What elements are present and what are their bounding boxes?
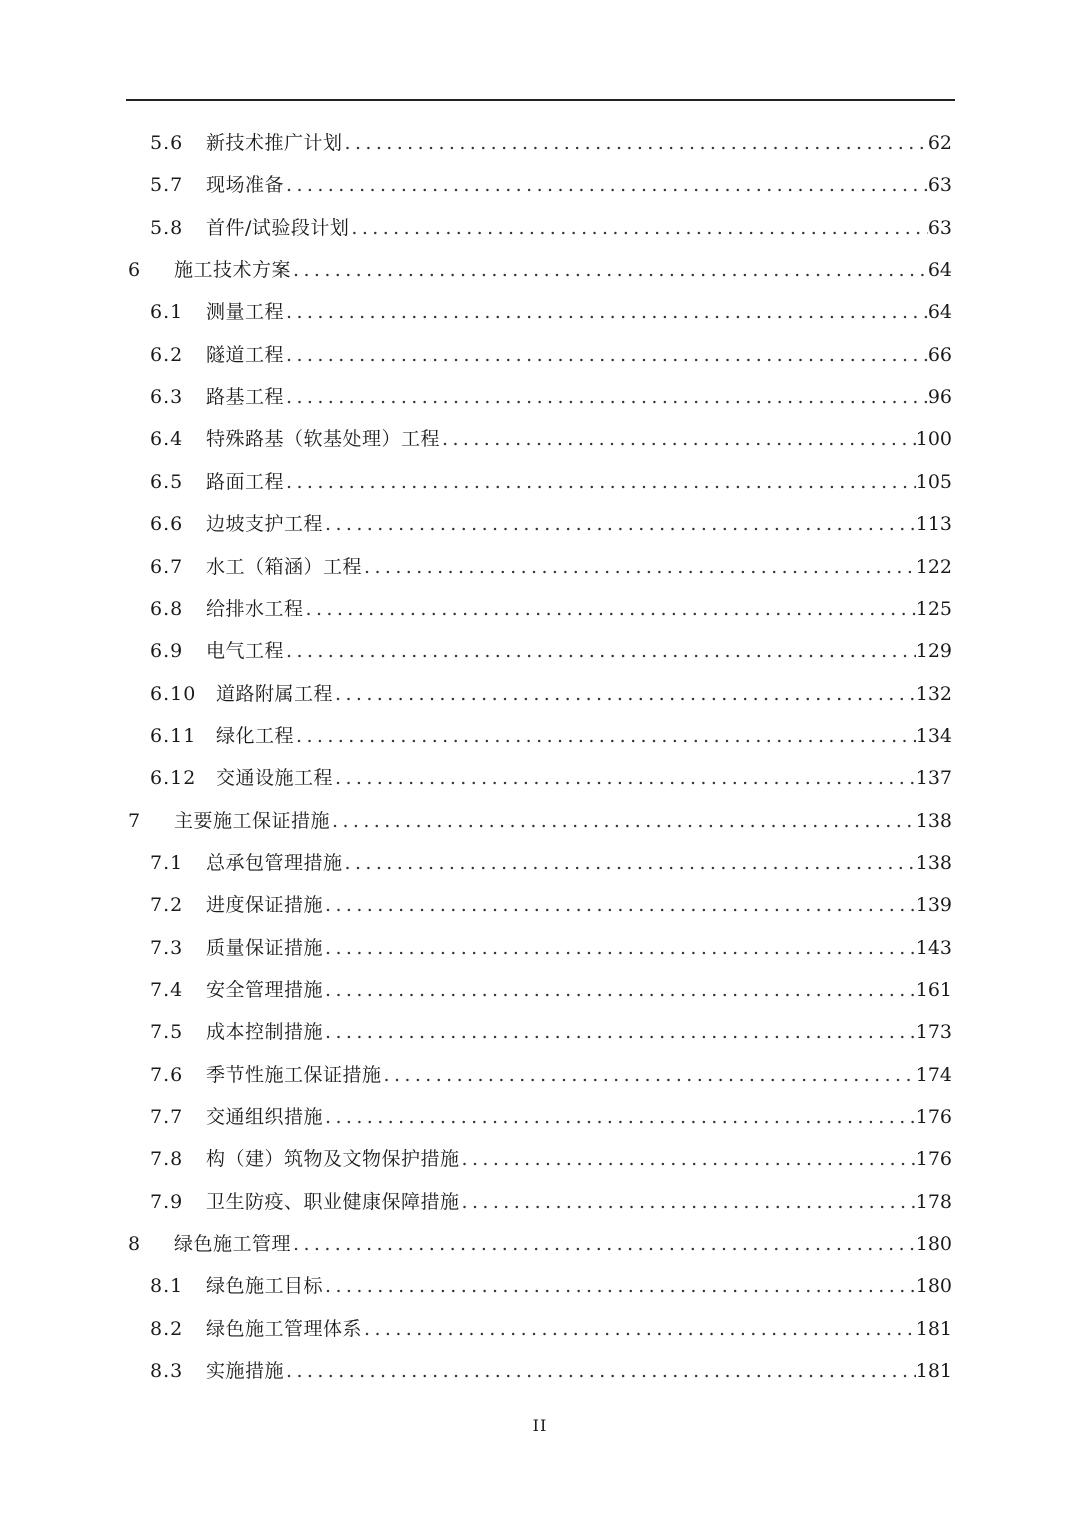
toc-entry[interactable] bbox=[150, 1308, 952, 1350]
toc-entry-page: 105 bbox=[915, 470, 952, 493]
toc-entry-title: 构（建）筑物及文物保护措施 bbox=[206, 1148, 460, 1171]
toc-entry-number: 6.7 bbox=[150, 555, 184, 578]
toc-entry-number: 8.3 bbox=[150, 1360, 184, 1383]
toc-entry-title: 成本控制措施 bbox=[206, 1021, 324, 1044]
toc-entry-page: 64 bbox=[927, 259, 952, 282]
toc-dot-leader bbox=[294, 715, 916, 757]
toc-entry[interactable] bbox=[150, 122, 952, 164]
toc-entry-page: 113 bbox=[915, 513, 952, 536]
toc-entry-title: 新技术推广计划 bbox=[206, 132, 343, 154]
toc-dot-leader bbox=[323, 884, 916, 926]
toc-entry[interactable] bbox=[150, 418, 952, 460]
toc-entry-page: 176 bbox=[915, 1106, 952, 1129]
toc-entry-title: 现场准备 bbox=[206, 174, 285, 197]
toc-entry-number: 7.6 bbox=[150, 1063, 184, 1086]
toc-entry-title: 隧道工程 bbox=[206, 343, 285, 366]
toc-entry-page: 178 bbox=[915, 1190, 952, 1213]
toc-dot-leader bbox=[330, 800, 916, 842]
toc-entry-title: 给排水工程 bbox=[206, 597, 304, 620]
toc-entry-page: 132 bbox=[915, 682, 952, 705]
toc-entry-number: 6.1 bbox=[150, 301, 184, 324]
toc-entry-number: 7.1 bbox=[150, 851, 184, 874]
toc-entry[interactable] bbox=[150, 588, 952, 630]
toc-dot-leader bbox=[284, 291, 928, 333]
toc-dot-leader bbox=[284, 334, 928, 376]
toc-entry-title: 绿色施工管理 bbox=[174, 1233, 292, 1256]
toc-dot-leader bbox=[291, 1223, 916, 1265]
toc-entry-number: 7.8 bbox=[150, 1148, 184, 1171]
toc-dot-leader bbox=[284, 461, 916, 503]
toc-entry-number: 6.11 bbox=[150, 724, 197, 747]
toc-entry-title: 特殊路基（软基处理）工程 bbox=[206, 428, 441, 451]
toc-entry-page: 173 bbox=[915, 1021, 952, 1044]
toc-entry-title: 水工（箱涵）工程 bbox=[206, 555, 363, 578]
toc-entry-page: 180 bbox=[915, 1275, 952, 1298]
toc-dot-leader bbox=[382, 1054, 916, 1096]
toc-dot-leader bbox=[284, 630, 916, 672]
toc-entry[interactable] bbox=[150, 630, 952, 672]
header-rule bbox=[126, 99, 955, 101]
toc-entry-page: 64 bbox=[927, 301, 952, 324]
toc-entry-page: 181 bbox=[915, 1317, 952, 1340]
toc-dot-leader bbox=[460, 1181, 916, 1223]
toc-entry-number: 8.1 bbox=[150, 1275, 184, 1298]
toc-entry-page: 63 bbox=[927, 216, 952, 239]
toc-dot-leader bbox=[323, 503, 916, 545]
toc-entry[interactable] bbox=[150, 461, 952, 503]
toc-entry-title: 绿化工程 bbox=[216, 724, 295, 747]
toc-entry-number: 6.9 bbox=[150, 640, 184, 663]
toc-entry-page: 174 bbox=[915, 1063, 952, 1086]
toc-entry-number: 6.10 bbox=[150, 682, 197, 705]
toc-entry[interactable] bbox=[150, 334, 952, 376]
toc-dot-leader bbox=[323, 1265, 916, 1307]
toc-entry-number: 7.5 bbox=[150, 1021, 184, 1044]
toc-entry[interactable] bbox=[150, 842, 952, 884]
toc-entry[interactable] bbox=[150, 715, 952, 757]
toc-entry[interactable] bbox=[150, 1350, 952, 1392]
toc-entry-number: 6.4 bbox=[150, 428, 184, 451]
toc-entry[interactable] bbox=[150, 291, 952, 333]
toc-dot-leader bbox=[284, 376, 928, 418]
toc-dot-leader bbox=[304, 588, 916, 630]
toc-entry-page: 176 bbox=[915, 1148, 952, 1171]
toc-entry-number: 6.2 bbox=[150, 343, 184, 366]
toc-dot-leader bbox=[323, 969, 916, 1011]
toc-dot-leader bbox=[362, 1308, 916, 1350]
toc-entry-number: 7 bbox=[128, 809, 142, 832]
toc-entry-title: 质量保证措施 bbox=[206, 936, 324, 959]
toc-entry-number: 6.12 bbox=[150, 767, 197, 790]
toc-entry-title: 电气工程 bbox=[206, 640, 285, 663]
toc-entry-page: 66 bbox=[927, 343, 952, 366]
toc-entry[interactable] bbox=[150, 969, 952, 1011]
toc-entry-page: 143 bbox=[915, 936, 952, 959]
toc-dot-leader bbox=[291, 249, 928, 291]
toc-entry-number: 6.5 bbox=[150, 470, 184, 493]
toc-entry-number: 5.6 bbox=[150, 132, 184, 154]
toc-entry-title: 卫生防疫、职业健康保障措施 bbox=[206, 1190, 460, 1213]
toc-entry-title: 季节性施工保证措施 bbox=[206, 1063, 382, 1086]
toc-dot-leader bbox=[343, 842, 916, 884]
toc-dot-leader bbox=[323, 927, 916, 969]
toc-entry-title: 道路附属工程 bbox=[216, 682, 334, 705]
toc-entry-number: 8 bbox=[128, 1233, 142, 1256]
toc-entry[interactable] bbox=[150, 1181, 952, 1223]
toc-entry[interactable] bbox=[150, 376, 952, 418]
toc-entry-number: 8.2 bbox=[150, 1317, 184, 1340]
toc-entry[interactable] bbox=[128, 800, 952, 842]
toc-entry-number: 7.7 bbox=[150, 1106, 184, 1129]
toc-entry-title: 施工技术方案 bbox=[174, 259, 292, 282]
toc-entry-title: 交通组织措施 bbox=[206, 1106, 324, 1129]
toc-entry-page: 100 bbox=[915, 428, 952, 451]
toc-dot-leader bbox=[284, 164, 928, 206]
toc-dot-leader bbox=[440, 418, 916, 460]
toc-dot-leader bbox=[343, 122, 928, 164]
toc-entry-page: 122 bbox=[915, 555, 952, 578]
toc-entry[interactable] bbox=[150, 1011, 952, 1053]
toc-entry-page: 125 bbox=[915, 597, 952, 620]
toc-entry-page: 129 bbox=[915, 640, 952, 663]
toc-entry-page: 139 bbox=[915, 894, 952, 917]
toc-entry-page: 161 bbox=[915, 979, 952, 1001]
toc-entry-page: 137 bbox=[915, 767, 952, 790]
toc-entry-title: 交通设施工程 bbox=[216, 767, 334, 790]
toc-entry-number: 7.3 bbox=[150, 936, 184, 959]
toc-entry-page: 180 bbox=[915, 1233, 952, 1256]
toc-entry-page: 138 bbox=[915, 809, 952, 832]
toc-dot-leader bbox=[284, 1350, 916, 1392]
toc-entry-title: 绿色施工目标 bbox=[206, 1275, 324, 1298]
toc-entry-title: 测量工程 bbox=[206, 301, 285, 324]
toc-entry[interactable] bbox=[128, 249, 952, 291]
toc-entry-page: 181 bbox=[915, 1360, 952, 1383]
toc-entry-page: 96 bbox=[927, 386, 952, 409]
toc-entry[interactable] bbox=[150, 1096, 952, 1138]
toc-entry-number: 6.6 bbox=[150, 513, 184, 536]
toc-entry-title: 首件/试验段计划 bbox=[206, 216, 350, 239]
toc-dot-leader bbox=[323, 1011, 916, 1053]
toc-entry-title: 路面工程 bbox=[206, 470, 285, 493]
toc-dot-leader bbox=[333, 673, 916, 715]
toc-entry-title: 边坡支护工程 bbox=[206, 513, 324, 536]
toc-entry-page: 138 bbox=[915, 851, 952, 874]
toc-entry-number: 7.2 bbox=[150, 894, 184, 917]
toc-entry-page: 63 bbox=[927, 174, 952, 197]
toc-entry-title: 安全管理措施 bbox=[206, 979, 324, 1001]
toc-entry-number: 6.3 bbox=[150, 386, 184, 409]
toc-entry-title: 实施措施 bbox=[206, 1360, 285, 1383]
toc-entry-title: 进度保证措施 bbox=[206, 894, 324, 917]
toc-entry-page: 62 bbox=[927, 132, 952, 154]
toc-entry-number: 7.9 bbox=[150, 1190, 184, 1213]
toc-entry[interactable] bbox=[150, 927, 952, 969]
toc-entry[interactable] bbox=[150, 1138, 952, 1180]
toc-entry-title: 主要施工保证措施 bbox=[174, 809, 331, 832]
toc-dot-leader bbox=[323, 1096, 916, 1138]
toc-entry[interactable] bbox=[150, 503, 952, 545]
toc-entry-title: 总承包管理措施 bbox=[206, 851, 343, 874]
toc-entry[interactable] bbox=[150, 757, 952, 799]
toc-entry[interactable] bbox=[150, 164, 952, 206]
toc-entry[interactable] bbox=[128, 1223, 952, 1265]
toc-entry-number: 7.4 bbox=[150, 979, 184, 1001]
toc-entry[interactable] bbox=[150, 673, 952, 715]
toc-entry-title: 路基工程 bbox=[206, 386, 285, 409]
toc-entry-number: 6 bbox=[128, 259, 142, 282]
toc-entry-number: 5.8 bbox=[150, 216, 184, 239]
toc-entry-number: 6.8 bbox=[150, 597, 184, 620]
toc-dot-leader bbox=[362, 546, 916, 588]
toc-entry-page: 134 bbox=[915, 724, 952, 747]
toc-dot-leader bbox=[460, 1138, 916, 1180]
toc-entry[interactable] bbox=[150, 546, 952, 588]
page-number: II bbox=[532, 1416, 548, 1435]
toc-dot-leader bbox=[349, 207, 927, 249]
toc-entry-number: 5.7 bbox=[150, 174, 184, 197]
toc-entry[interactable] bbox=[150, 1054, 952, 1096]
toc-dot-leader bbox=[333, 757, 916, 799]
toc-entry[interactable] bbox=[150, 207, 952, 249]
toc-entry-title: 绿色施工管理体系 bbox=[206, 1317, 363, 1340]
toc-entry[interactable] bbox=[150, 1265, 952, 1307]
toc-entry[interactable] bbox=[150, 884, 952, 926]
